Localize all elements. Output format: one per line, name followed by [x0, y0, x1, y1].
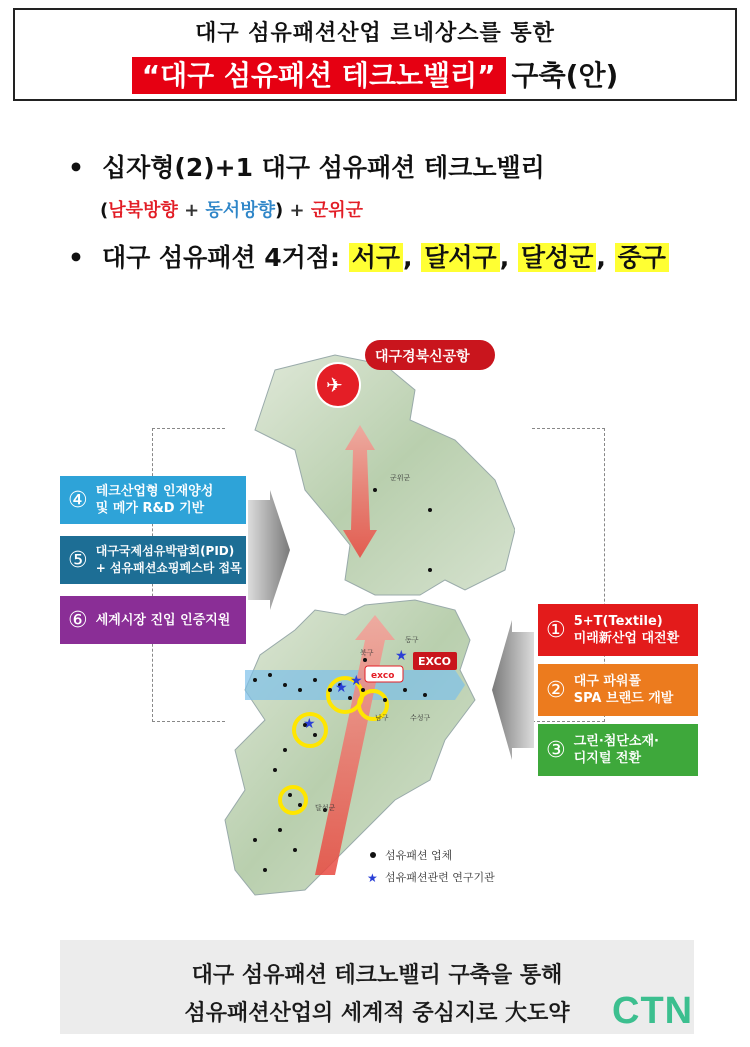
airplane-icon: ✈ [326, 373, 343, 397]
strategy-text [574, 733, 659, 767]
paren-close: ) [274, 200, 284, 221]
strategy-text-line2: + 섬유패션쇼핑페스타 접목 [95, 561, 242, 575]
strategy-text-line1: 테크산업형 인재양성 [95, 484, 214, 499]
north-south-label: 남북방향 [108, 200, 178, 221]
hub-jung-gu: 중구 [615, 243, 669, 272]
strategy-text-line1: 대구국제섬유박람회(PID) [95, 544, 235, 558]
exco-label: EXCO [418, 655, 452, 668]
district-label: 동구 [405, 636, 419, 644]
strategy-box-1 [538, 604, 698, 656]
legend-star-label: 섬유패션관련 연구기관 [385, 871, 495, 884]
legend-star-icon: ★ [367, 871, 378, 885]
strategy-num: ① [546, 617, 566, 643]
strategy-text: 세계시장 진입 인증지원 [95, 612, 231, 628]
star-icon: ★ [395, 648, 408, 664]
exco-logo: exco [371, 671, 395, 681]
strategy-num: ⑥ [68, 607, 88, 633]
gunwi-label: 군위군 [310, 200, 364, 221]
strategy-text [96, 483, 214, 517]
bullet-text: 십자형(2)+1 대구 섬유패션 테크노밸리 [101, 153, 545, 182]
title-line1: 대구 섬유패션산업 르네상스를 통한 [195, 21, 555, 46]
star-icon: ★ [335, 680, 348, 696]
bullet-cross-valley [68, 148, 545, 184]
comma: , [596, 243, 606, 272]
bullet-text: 대구 섬유패션 4거점: [101, 243, 340, 272]
strategy-text-line2: 및 메가 R&D 기반 [95, 501, 205, 516]
strategy-box-3 [538, 724, 698, 776]
strategy-text [574, 673, 674, 707]
ctn-logo: CTN [612, 990, 694, 1032]
comma: , [403, 243, 413, 272]
bottom-line2: 섬유패션산업의 세계적 중심지로 大도약 [184, 1001, 570, 1026]
strategy-text-line2: SPA 브랜드 개발 [573, 691, 674, 706]
strategy-text-line1: 그린·첨단소재· [573, 734, 659, 749]
bottom-summary [60, 940, 694, 1034]
airport-label: 대구경북신공항 [375, 349, 470, 365]
plus-sign-2: + [283, 200, 311, 221]
strategy-text [574, 613, 679, 647]
bullet-sub-directions [100, 196, 363, 222]
legend-dot-icon [370, 852, 376, 858]
bullet-dot: • [68, 243, 84, 272]
east-west-label: 동서방향 [205, 200, 275, 221]
hub-seo-gu: 서구 [349, 243, 403, 272]
bullet-dot: • [68, 153, 84, 182]
hub-dalseong-gun: 달성군 [518, 243, 596, 272]
strategy-num: ⑤ [68, 547, 88, 573]
strategy-text-line1: 대구 파워풀 [573, 674, 642, 689]
district-label: 남구 [375, 714, 389, 722]
strategy-box-2 [538, 664, 698, 716]
strategy-text-line1: 5+T(Textile) [573, 614, 663, 629]
title-line2 [15, 54, 735, 94]
district-label: 북구 [360, 649, 374, 657]
gunwi-region [255, 355, 515, 595]
district-label: 달성군 [315, 804, 336, 812]
strategy-text-line2: 미래新산업 대전환 [573, 631, 680, 646]
daegu-map [215, 330, 515, 910]
legend-dot-label: 섬유패션 업체 [385, 849, 453, 862]
strategy-num: ④ [68, 487, 88, 513]
title-box [13, 8, 737, 101]
comma: , [499, 243, 510, 272]
district-label: 수성구 [410, 714, 431, 722]
bottom-line1: 대구 섬유패션 테크노밸리 구축을 통해 [191, 963, 563, 988]
strategy-text-line2: 디지털 전환 [573, 751, 642, 766]
bullet-four-hubs [68, 238, 669, 274]
strategy-num: ② [546, 677, 566, 703]
plus-sign: + [177, 200, 206, 221]
hub-dalseo-gu: 달서구 [421, 243, 499, 272]
star-icon: ★ [350, 673, 363, 689]
paren-open: ( [100, 200, 109, 221]
district-label: 군위군 [390, 474, 411, 482]
title-suffix: 구축(안) [511, 59, 619, 92]
title-highlight: “대구 섬유패션 테크노밸리” [132, 57, 506, 94]
star-icon: ★ [303, 716, 316, 732]
strategy-num: ③ [546, 737, 566, 763]
